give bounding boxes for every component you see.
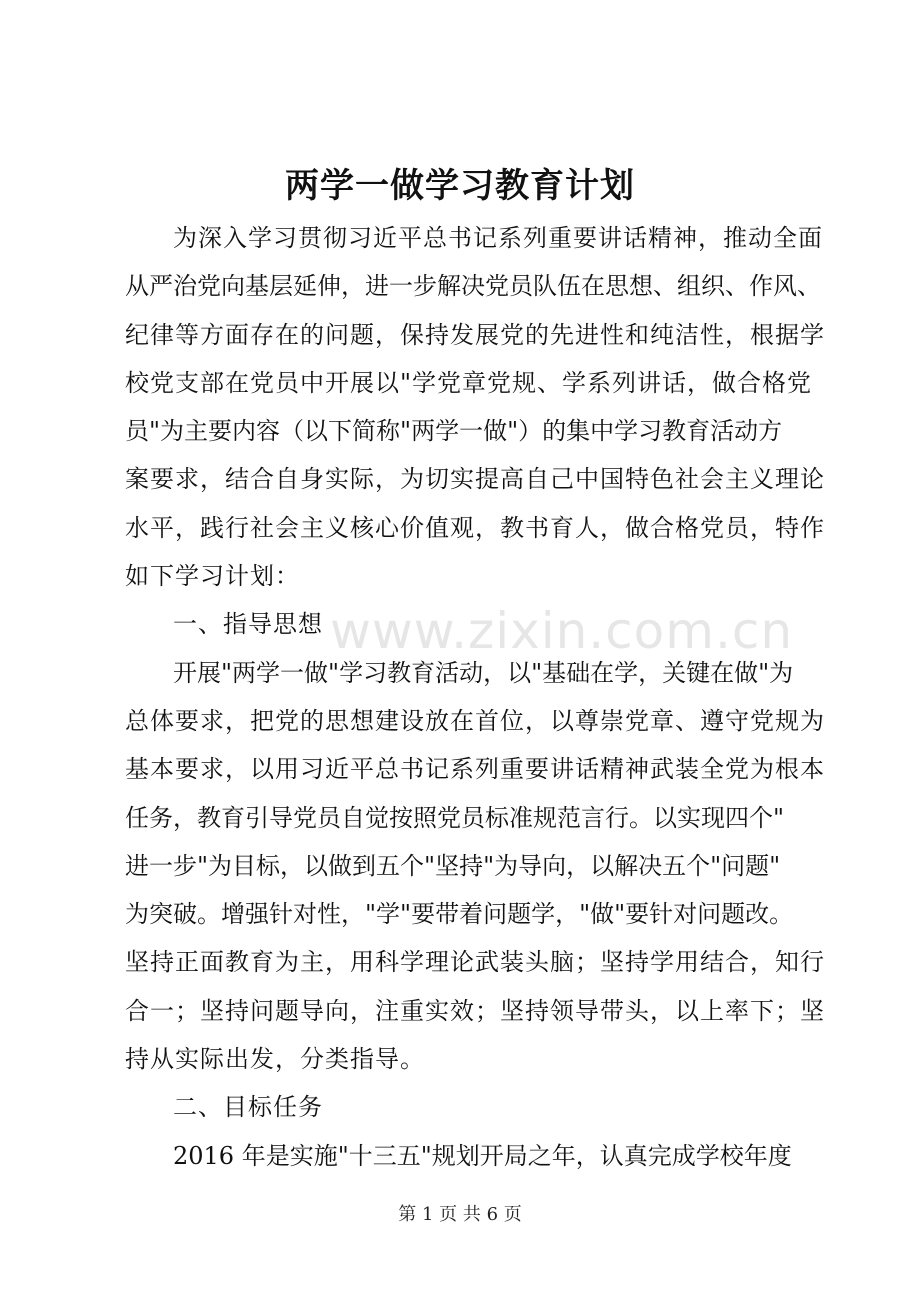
document-title: 两学一做学习教育计划	[285, 166, 635, 206]
paragraph-line: 校党支部在党员中开展以"学党章党规、学系列讲话，做合格党	[125, 368, 813, 397]
section-heading: 二、目标任务	[173, 1093, 323, 1122]
paragraph-line: 2016 年是实施"十三五"规划开局之年，认真完成学校年度	[173, 1141, 792, 1170]
paragraph-line: 总体要求，把党的思想建设放在首位，以尊崇党章、遵守党规为	[125, 706, 825, 735]
paragraph-line: 持从实际出发，分类指导。	[125, 1045, 425, 1074]
paragraph-line: 开展"两学一做"学习教育活动，以"基础在学，关键在做"为	[173, 658, 794, 687]
watermark: www.zixin.com.cn	[330, 602, 794, 660]
paragraph-line: 任务，教育引导党员自觉按照党员标准规范言行。以实现四个"	[125, 803, 785, 832]
paragraph-line: 水平，践行社会主义核心价值观，教书育人，做合格党员，特作	[125, 513, 825, 542]
paragraph-line: 坚持正面教育为主，用科学理论武装头脑；坚持学用结合，知行	[125, 948, 825, 977]
paragraph-line: 进一步"为目标，以做到五个"坚持"为导向，以解决五个"问题"	[125, 851, 781, 880]
paragraph-line: 为深入学习贯彻习近平总书记系列重要讲话精神，推动全面	[173, 224, 823, 252]
document-body	[125, 214, 825, 1180]
section-heading: 一、指导思想	[173, 610, 323, 639]
paragraph-line: 从严治党向基层延伸，进一步解决党员队伍在思想、组织、作风、	[125, 272, 821, 301]
paragraph-line: 如下学习计划：	[125, 562, 300, 591]
paragraph-line: 为突破。增强针对性，"学"要带着问题学，"做"要针对问题改。	[125, 900, 794, 929]
paragraph-line: 案要求，结合自身实际，为切实提高自己中国特色社会主义理论	[125, 465, 825, 494]
paragraph-line: 基本要求，以用习近平总书记系列重要讲话精神武装全党为根本	[125, 755, 825, 784]
paragraph-line: 员"为主要内容（以下简称"两学一做"）的集中学习教育活动方	[125, 417, 783, 446]
page-footer: 第 1 页 共 6 页	[398, 1204, 522, 1225]
paragraph-line: 纪律等方面存在的问题，保持发展党的先进性和纯洁性，根据学	[125, 320, 825, 349]
paragraph-line: 合一；坚持问题导向，注重实效；坚持领导带头，以上率下；坚	[125, 996, 825, 1025]
